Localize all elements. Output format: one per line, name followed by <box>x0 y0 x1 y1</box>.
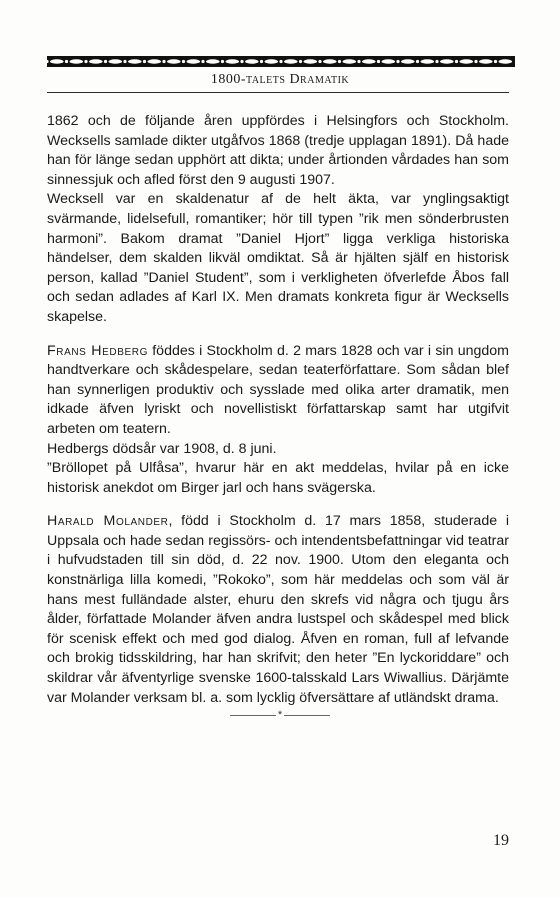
author-name-molander: Harald Molander <box>47 513 169 530</box>
header-title-number: 1800- <box>210 72 247 87</box>
header-title-text: talets Dramatik <box>246 72 350 87</box>
paragraph-wecksell-2 <box>47 190 509 327</box>
separator-asterisk: * <box>277 709 283 721</box>
paragraph-text: ”Bröllopet på Ulfåsa”, hvarur här en akt meddelas, hvilar på en icke historisk anekdot om Birger jarl och hans svägerska. <box>47 460 509 496</box>
header-rule <box>47 92 509 93</box>
paragraph-hedberg-1 <box>47 342 509 440</box>
paragraph-text: 1862 och de följande åren uppfördes i Helsingfors och Stockholm. Wecksells samlade dikter utgåfvos 1868 (tredje upplagan 1891). Då hade han för länge sedan upphört att dikta; under årtionden vårdades han som sinnessjuk och afled först den 9 augusti 1907. <box>47 113 509 188</box>
paragraph-text: Hedbergs dödsår var 1908, d. 8 juni. <box>47 440 277 457</box>
page-number: 19 <box>493 832 509 849</box>
author-name-hedberg: Frans Hedberg <box>47 342 148 359</box>
body-text <box>47 112 509 708</box>
paragraph-text: föddes i Stockholm d. 2 mars 1828 och var i sin ungdom handtverkare och skådespelare, sedan teaterförfattare. Som sådan blef han synnerligen produktiv och sysslade med olika arter dramatik, men idkade äfven lyriskt och novellistiskt författarskap samt har utgifvit arbeten om teatern. <box>47 342 509 437</box>
section-separator <box>0 709 560 721</box>
paragraph-gap <box>47 498 509 512</box>
running-header <box>0 72 560 88</box>
paragraph-hedberg-3 <box>47 459 509 498</box>
decorative-border-ornament <box>47 56 515 67</box>
paragraph-text: Wecksell var en skaldenatur af de helt äkta, var ynglingsaktigt svärmande, lidelsefull, romantiker; hör till typen ”rik men sönderbrusten harmoni”. Bakom dramat ”Daniel Hjort” ligga verkliga historiska händelser, dem skalden likväl omdiktat. Så är hjälten själf en historisk person, kallad ”Daniel Student”, som i verkligheten öfverlefde Åbos fall och sedan adlades af Karl IX. Men dramats konkreta figur är Wecksells skapelse. <box>47 191 509 325</box>
paragraph-wecksell-1 <box>47 112 509 190</box>
paragraph-text: , född i Stockholm d. 17 mars 1858, studerade i Uppsala och hade sedan regissörs- och intendentsbefattningar vid teatrar i hufvudstaden till sin död, d. 22 nov. 1900. Utom den eleganta och konstnärliga lilla komedi, ”Rokoko”, som här meddelas och som väl är hans mest fulländade alster, ehuru den skrefs vid några och tjugu års ålder, författade Molander äfven andra lustspel och skådespel med blick för scenisk effekt och med god dialog. Åfven en roman, full af lefvande och brokig tidsskildring, har han skrifvit; den heter ”En lyckoriddare” och skildrar vår äfventyrlige svenske 1600-talsskald Lars Wiwallius. Därjämte var Molander verksam bl. a. som lycklig öfversättare af utländskt drama. <box>47 513 509 706</box>
paragraph-hedberg-2 <box>47 440 509 460</box>
paragraph-molander <box>47 512 509 708</box>
paragraph-gap <box>47 328 509 342</box>
